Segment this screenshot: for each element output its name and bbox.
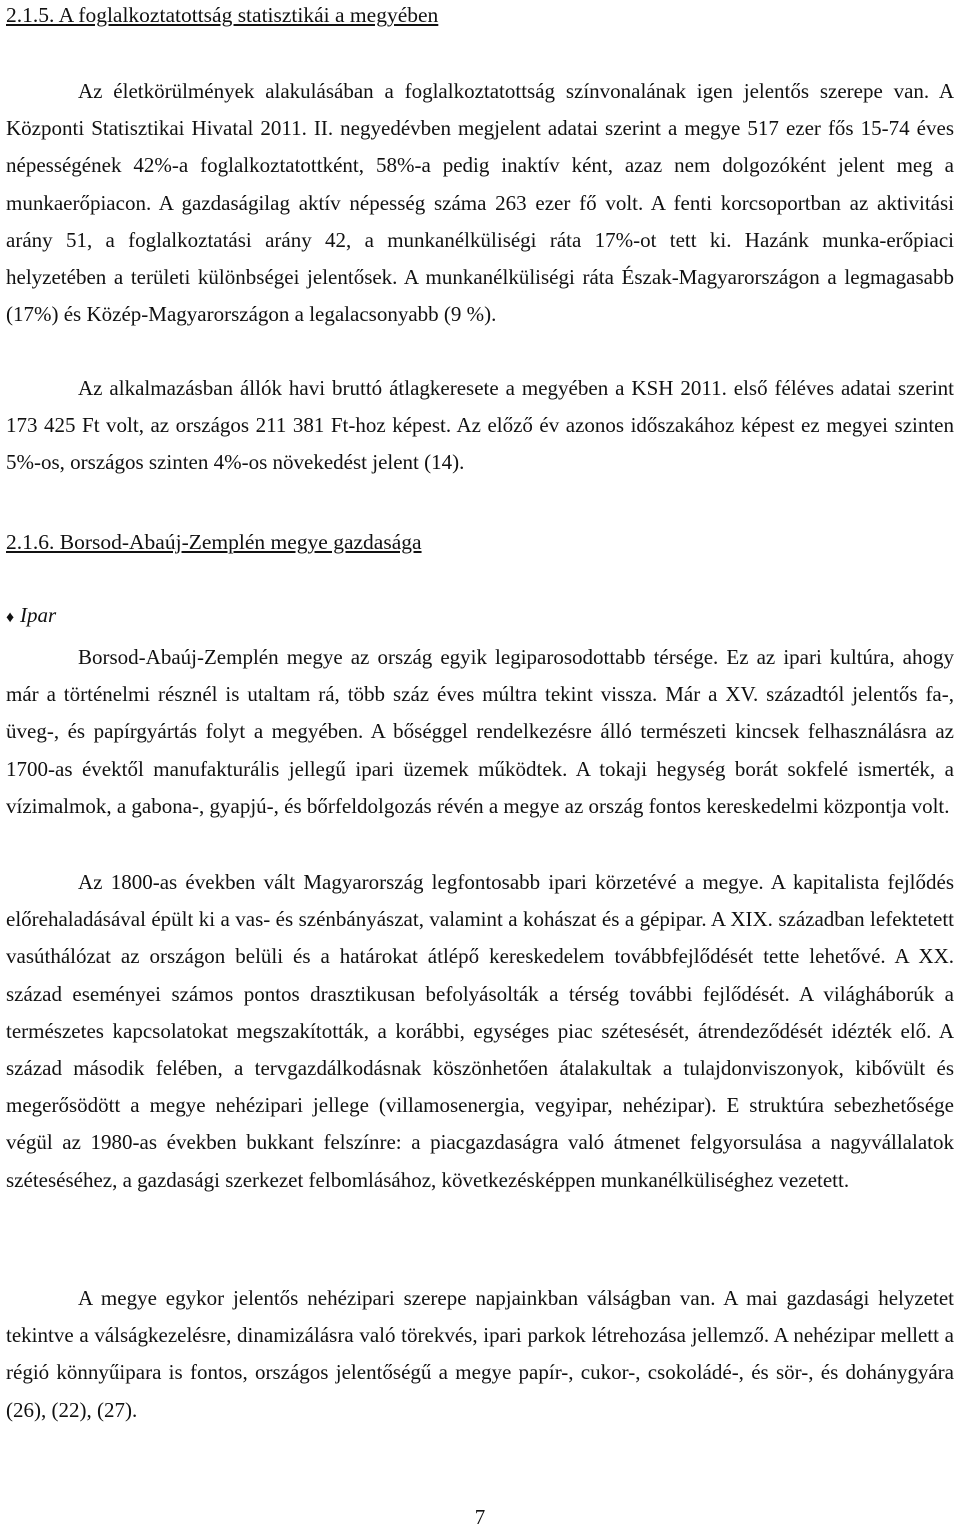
- page-number: 7: [474, 1505, 486, 1529]
- section-heading-county-economy: 2.1.6. Borsod-Abaúj-Zemplén megye gazdasága: [6, 530, 422, 554]
- diamond-bullet-icon: ♦: [6, 609, 15, 626]
- paragraph-average-earnings: Az alkalmazásban állók havi bruttó átlagkeresete a megyében a KSH 2011. első féléves adatai szerint 173 425 Ft volt, az országos 211 381 Ft-hoz képest. Az előző év azonos időszakához képest ez megyei szinten 5%-os, országos szinten 4%-os növekedést jelent (14).: [6, 376, 954, 475]
- section-heading-employment-statistics: 2.1.5. A foglalkoztatottság statisztikái a megyében: [6, 3, 439, 27]
- bullet-label-industry: Ipar: [20, 603, 57, 627]
- paragraph-industrial-history: Borsod-Abaúj-Zemplén megye az ország egyik legiparosodottabb térsége. Ez az ipari kultúra, ahogy már a történelmi résznél is utaltam rá, több száz éves múltra tekint vissza. Már a XV. századtól jelentős fa-, üveg-, és papírgyártás folyt a megyében. A bőséggel rendelkezésre álló természeti kincsek felhasználásra az 1700-as évektől manufakturális jellegű ipari üzemek működtek. A tokaji hegység borát sokfelé ismerték, a vízimalmok, a gabona-, gyapjú-, és bőrfeldolgozás révén a megye az ország fontos kereskedelmi központja volt.: [6, 645, 954, 818]
- bullet-industry: [6, 600, 56, 633]
- paragraph-industrial-development: Az 1800-as években vált Magyarország legfontosabb ipari körzetévé a megye. A kapitalista fejlődés előrehaladásával épült ki a vas- és szénbányászat, valamint a kohászat és a gépipar. A XIX. században lefektetett vasúthálózat az országon belüli és a határokat átlépő kereskedelem továbbfejlődését tette lehetővé. A XX. század eseményei számos pontos drasztikusan befolyásolták a térség további fejlődését. A világháborúk a természetes kapcsolatokat megszakították, a korábbi, egységes piac szétesését, átrendeződését idézték elő. A század második felében, a tervgazdálkodásnak köszönhetően átalakultak a tulajdonviszonyok, kibővült és megerősödött a megye nehézipari jellege (villamosenergia, vegyipar, nehézipar). E struktúra sebezhetősége végül az 1980-as években bukkant felszínre: a piacgazdaságra való átmenet felgyorsulása a nagyvállalatok széteséséhez, a gazdasági szerkezet felbomlásához, következésképpen munkanélküliséghez vezetett.: [6, 870, 954, 1192]
- paragraph-employment-rates: Az életkörülmények alakulásában a foglalkoztatottság színvonalának igen jelentős szerepe van. A Központi Statisztikai Hivatal 2011. II. negyedévben megjelent adatai szerint a megye 517 ezer fős 15-74 éves népességének 42%-a foglalkoztatottként, 58%-a pedig inaktív ként, azaz nem dolgozóként jelent meg a munkaerőpiacon. A gazdaságilag aktív népesség száma 263 ezer fő volt. A fenti korcsoportban az aktivitási arány 51, a foglalkoztatási arány 42, a munkanélküliségi ráta 17%-ot tett ki. Hazánk munka-erőpiaci helyzetében a területi különbségei jelentősek. A munkanélküliségi ráta Észak-Magyarországon a legmagasabb (17%) és Közép-Magyarországon a legalacsonyabb (9 %).: [6, 79, 954, 327]
- paragraph-current-situation: A megye egykor jelentős nehézipari szerepe napjainkban válságban van. A mai gazdasági helyzetet tekintve a válságkezelésre, dinamizálásra való törekvés, ipari parkok létrehozása jellemző. A nehézipar mellett a régió könnyűipara is fontos, országos jelentőségű a megye papír-, cukor-, csokoládé-, és sör-, és dohánygyára (26), (22), (27).: [6, 1286, 954, 1422]
